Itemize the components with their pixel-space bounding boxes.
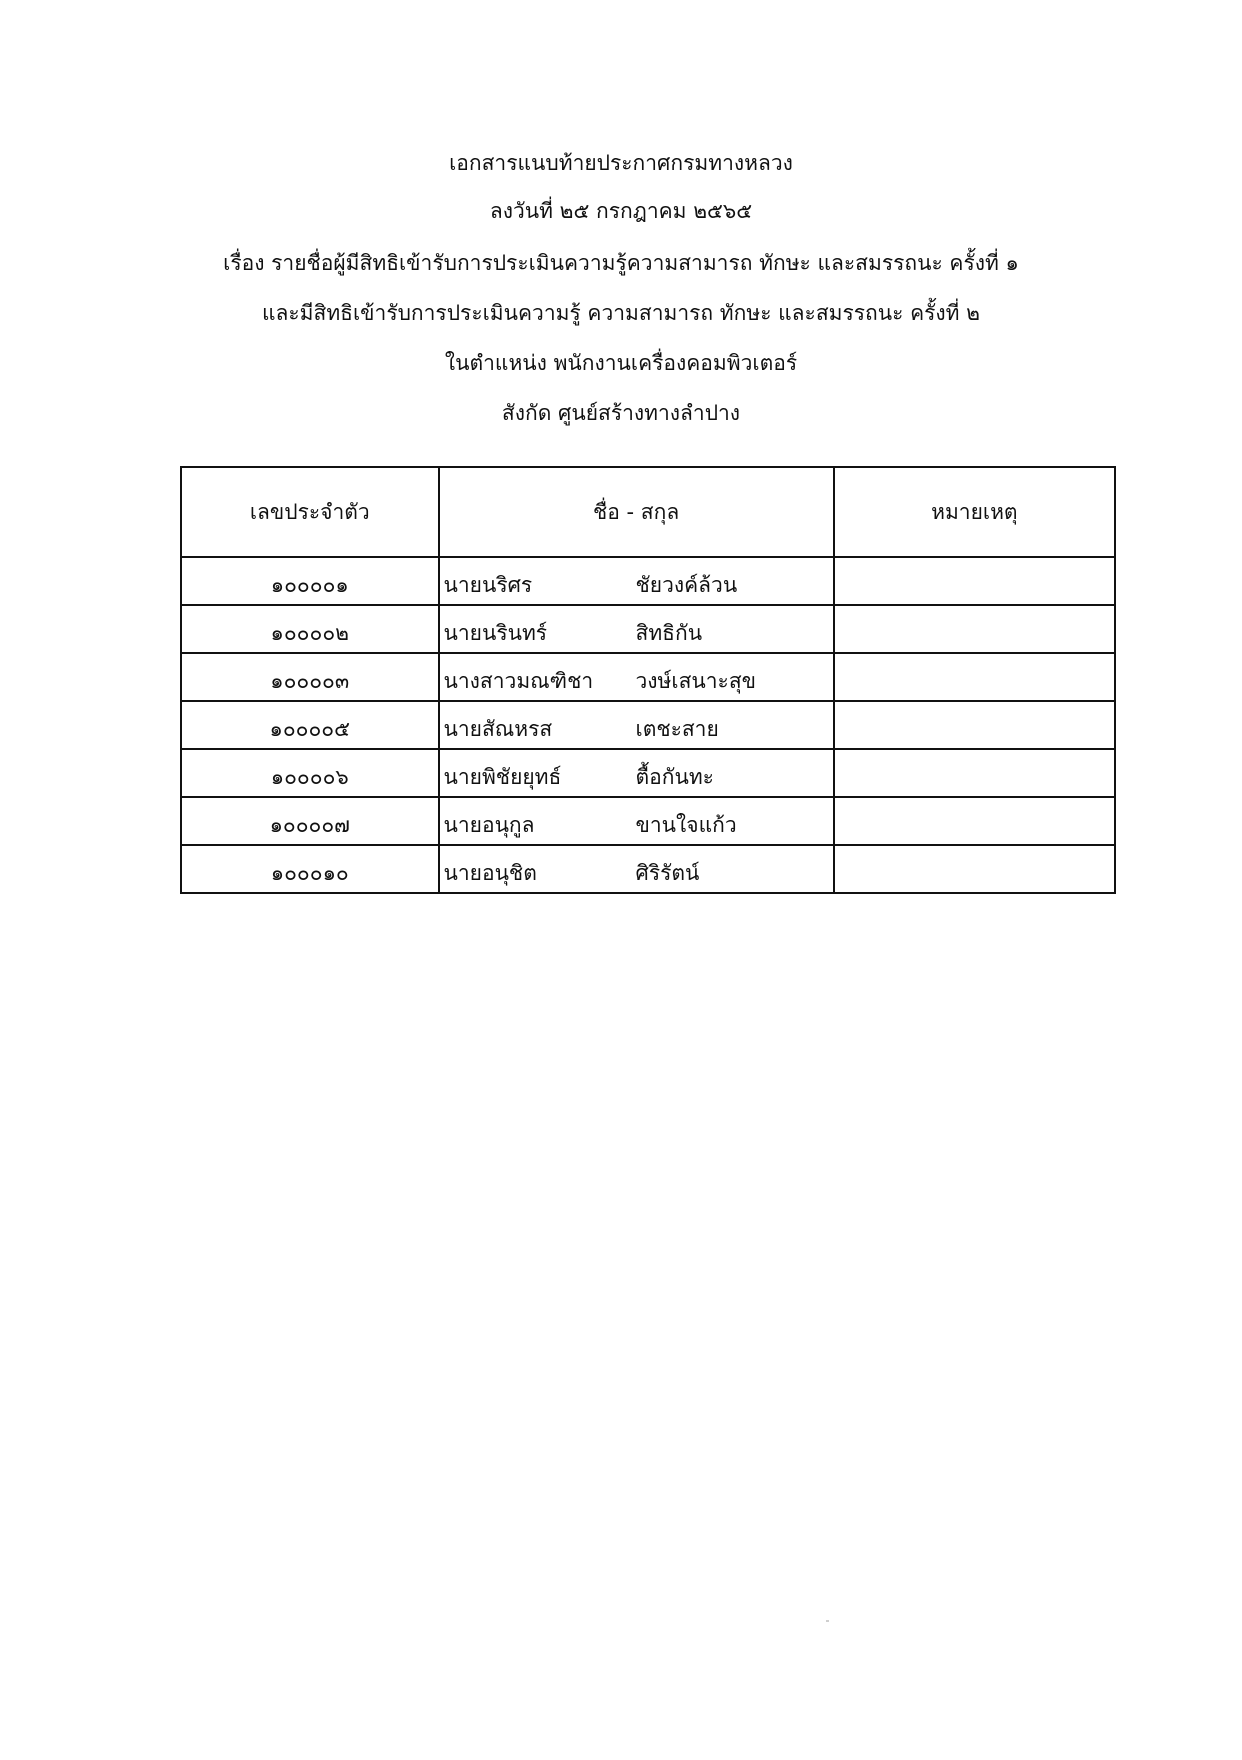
remark-cell [834,749,1115,797]
table-row [181,797,1115,845]
first-name: นายอนุกูล [443,813,535,837]
table-row [181,653,1115,701]
first-name: นายอนุชิต [443,861,537,885]
last-name: วงษ์เสนาะสุข [635,669,756,693]
header-remark: หมายเหตุ [834,467,1115,557]
id-cell: ๑๐๐๐๐๒ [181,605,439,653]
name-cell [439,749,834,797]
scan-speck [826,1620,829,1622]
remark-cell [834,605,1115,653]
table-row [181,605,1115,653]
remark-cell [834,653,1115,701]
header-id: เลขประจำตัว [181,467,439,557]
remark-cell [834,557,1115,605]
first-name: นายนรินทร์ [443,621,548,645]
first-name: นายนริศร [443,573,533,597]
remark-cell [834,701,1115,749]
last-name: ขานใจแก้ว [635,813,737,837]
id-cell: ๑๐๐๐๑๐ [181,845,439,893]
candidate-table [180,466,1116,894]
table-row [181,845,1115,893]
last-name: ศิริรัตน์ [635,861,700,885]
header-name: ชื่อ - สกุล [439,467,834,557]
name-cell [439,653,834,701]
table-header-row [181,467,1115,557]
last-name: ชัยวงค์ล้วน [635,573,738,597]
id-cell: ๑๐๐๐๐๖ [181,749,439,797]
first-name: นายพิชัยยุทธ์ [443,765,562,789]
table-row [181,701,1115,749]
first-name: นางสาวมณฑิชา [443,669,594,693]
document-subject-continued: และมีสิทธิเข้ารับการประเมินความรู้ ความสามารถ ทักษะ และสมรรถนะ ครั้งที่ ๒ [261,301,981,325]
remark-cell [834,845,1115,893]
remark-cell [834,797,1115,845]
id-cell: ๑๐๐๐๐๗ [181,797,439,845]
department-line: สังกัด ศูนย์สร้างทางลำปาง [501,401,741,425]
last-name: เตชะสาย [635,717,719,741]
document-date: ลงวันที่ ๒๕ กรกฎาคม ๒๕๖๕ [489,199,753,223]
first-name: นายสัณหรส [443,717,553,741]
name-cell [439,557,834,605]
name-cell [439,701,834,749]
id-cell: ๑๐๐๐๐๕ [181,701,439,749]
name-cell [439,605,834,653]
name-cell [439,845,834,893]
document-subject: เรื่อง รายชื่อผู้มีสิทธิเข้ารับการประเมินความรู้ความสามารถ ทักษะ และสมรรถนะ ครั้งที่ ๑ [223,251,1019,275]
position-line: ในตำแหน่ง พนักงานเครื่องคอมพิวเตอร์ [444,351,798,375]
document-title: เอกสารแนบท้ายประกาศกรมทางหลวง [449,151,793,175]
last-name: สิทธิกัน [635,621,703,645]
last-name: ตื้อกันทะ [635,765,714,789]
id-cell: ๑๐๐๐๐๓ [181,653,439,701]
name-cell [439,797,834,845]
table-row [181,557,1115,605]
table-row [181,749,1115,797]
id-cell: ๑๐๐๐๐๑ [181,557,439,605]
